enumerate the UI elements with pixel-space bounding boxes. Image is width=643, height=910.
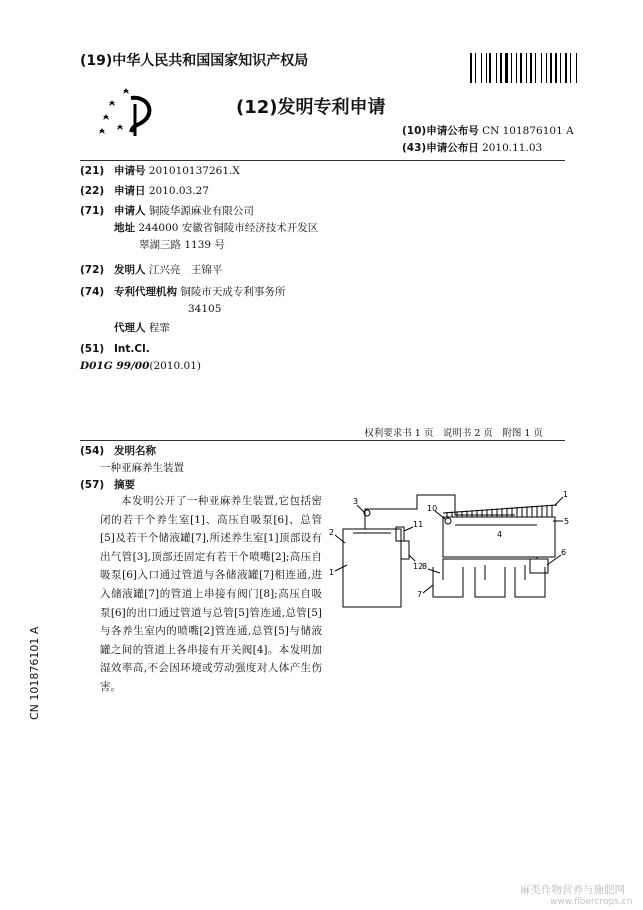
sipo-logo xyxy=(95,80,165,140)
pub-no-label: (10)申请公布号 xyxy=(402,125,479,137)
logo-star-4 xyxy=(117,124,123,130)
label-7: 7 xyxy=(417,590,423,599)
publication-info xyxy=(402,123,574,157)
label-12: 12 xyxy=(413,562,424,571)
label-1: 1 xyxy=(563,490,569,499)
leader-7 xyxy=(423,585,433,593)
leader-8 xyxy=(428,569,440,573)
abstract-text: 本发明公开了一种亚麻养生装置,它包括密闭的若干个养生室[1]、高压自吸泵[6]、总管[5]及若干个储液罐[7],所述养生室[1]顶部设有出气管[3],顶部还固定有若干个喷嘴[2];高压自吸泵[6]入口通过管道与各储液罐[7]相连通,进入储液罐[7]的管道上串接有阀门[8];高压自吸泵[6]的出口通过管道与总管[5]管连通,总管[5]与各养生室内的喷嘴[2]管连通,总管[5]与储液罐之间的管道上各串接有开关阀[4]。本发明加湿效率高,不会因环境或劳动强度对人体产生伤害。 xyxy=(100,495,322,693)
middle-rule xyxy=(80,440,565,441)
bib-inventors: (72) 发明人 江兴亮 王锦平 xyxy=(80,264,223,276)
label-4: 4 xyxy=(497,530,503,539)
label-11: 11 xyxy=(413,520,424,529)
patent-drawing xyxy=(325,485,570,615)
abstract-heading: (57) 摘要 xyxy=(80,479,135,491)
label-3: 3 xyxy=(353,497,359,506)
logo-star-1 xyxy=(103,114,109,120)
chamber-left xyxy=(343,529,401,607)
label-1b: 1 xyxy=(329,568,335,577)
bib-address: 地址 244000 安徽省铜陵市经济技术开发区 xyxy=(114,222,319,234)
leader-1b xyxy=(335,565,347,571)
bib-applicant: (71) 申请人 铜陵华源麻业有限公司 xyxy=(80,205,254,217)
label-8: 8 xyxy=(422,562,428,571)
bib-address-line2: 翠湖三路 1139 号 xyxy=(139,239,225,251)
leader-1 xyxy=(555,497,563,505)
leader-11 xyxy=(404,527,413,531)
pub-date: 2010.11.03 xyxy=(482,142,543,154)
bib-agency: (74) 专利代理机构 铜陵市天成专利事务所 xyxy=(80,286,286,298)
bib-intcl: (51) Int.Cl. xyxy=(80,343,150,355)
label-10: 10 xyxy=(427,504,438,513)
side-pub-no: CN 101876101 A xyxy=(28,626,41,720)
office-name: (19)中华人民共和国国家知识产权局 xyxy=(80,53,309,69)
bib-app-date: (22) 申请日 2010.03.27 xyxy=(80,185,209,197)
invention-title-heading: (54) 发明名称 xyxy=(80,445,156,457)
logo-star-5 xyxy=(99,128,105,134)
logo-star-3 xyxy=(123,88,129,94)
leader-12 xyxy=(409,555,415,561)
leader-3 xyxy=(357,505,365,513)
page-count: 权利要求书 1 页 说明书 2 页 附图 1 页 xyxy=(364,428,543,439)
logo-star-2 xyxy=(109,100,115,106)
label-5: 5 xyxy=(564,517,570,526)
watermark-site-name: 麻类作物营养与施肥网 xyxy=(520,884,625,896)
tank-7a xyxy=(433,567,463,597)
bib-agent: 代理人 程霏 xyxy=(114,322,170,334)
watermark-url: www.fibercrops.cn xyxy=(550,897,633,907)
label-2: 2 xyxy=(329,528,335,537)
barcode xyxy=(470,53,580,83)
bib-app-no: (21) 申请号 201010137261.X xyxy=(80,165,240,177)
valve-10 xyxy=(445,518,451,524)
pub-date-label: (43)申请公布日 xyxy=(402,142,479,154)
valve-12-housing xyxy=(401,541,409,559)
label-6: 6 xyxy=(561,548,567,557)
comb-top xyxy=(443,505,557,513)
tank-7b xyxy=(475,567,505,597)
document-type: (12)发明专利申请 xyxy=(236,97,386,118)
suction-pipe xyxy=(443,559,530,580)
header-rule xyxy=(80,160,565,161)
bib-intcl-class: D01G 99/00(2010.01) xyxy=(80,360,202,372)
bib-agency-code: 34105 xyxy=(188,303,222,315)
invention-title: 一种亚麻养生装置 xyxy=(100,462,184,474)
pub-no: CN 101876101 A xyxy=(482,125,574,137)
